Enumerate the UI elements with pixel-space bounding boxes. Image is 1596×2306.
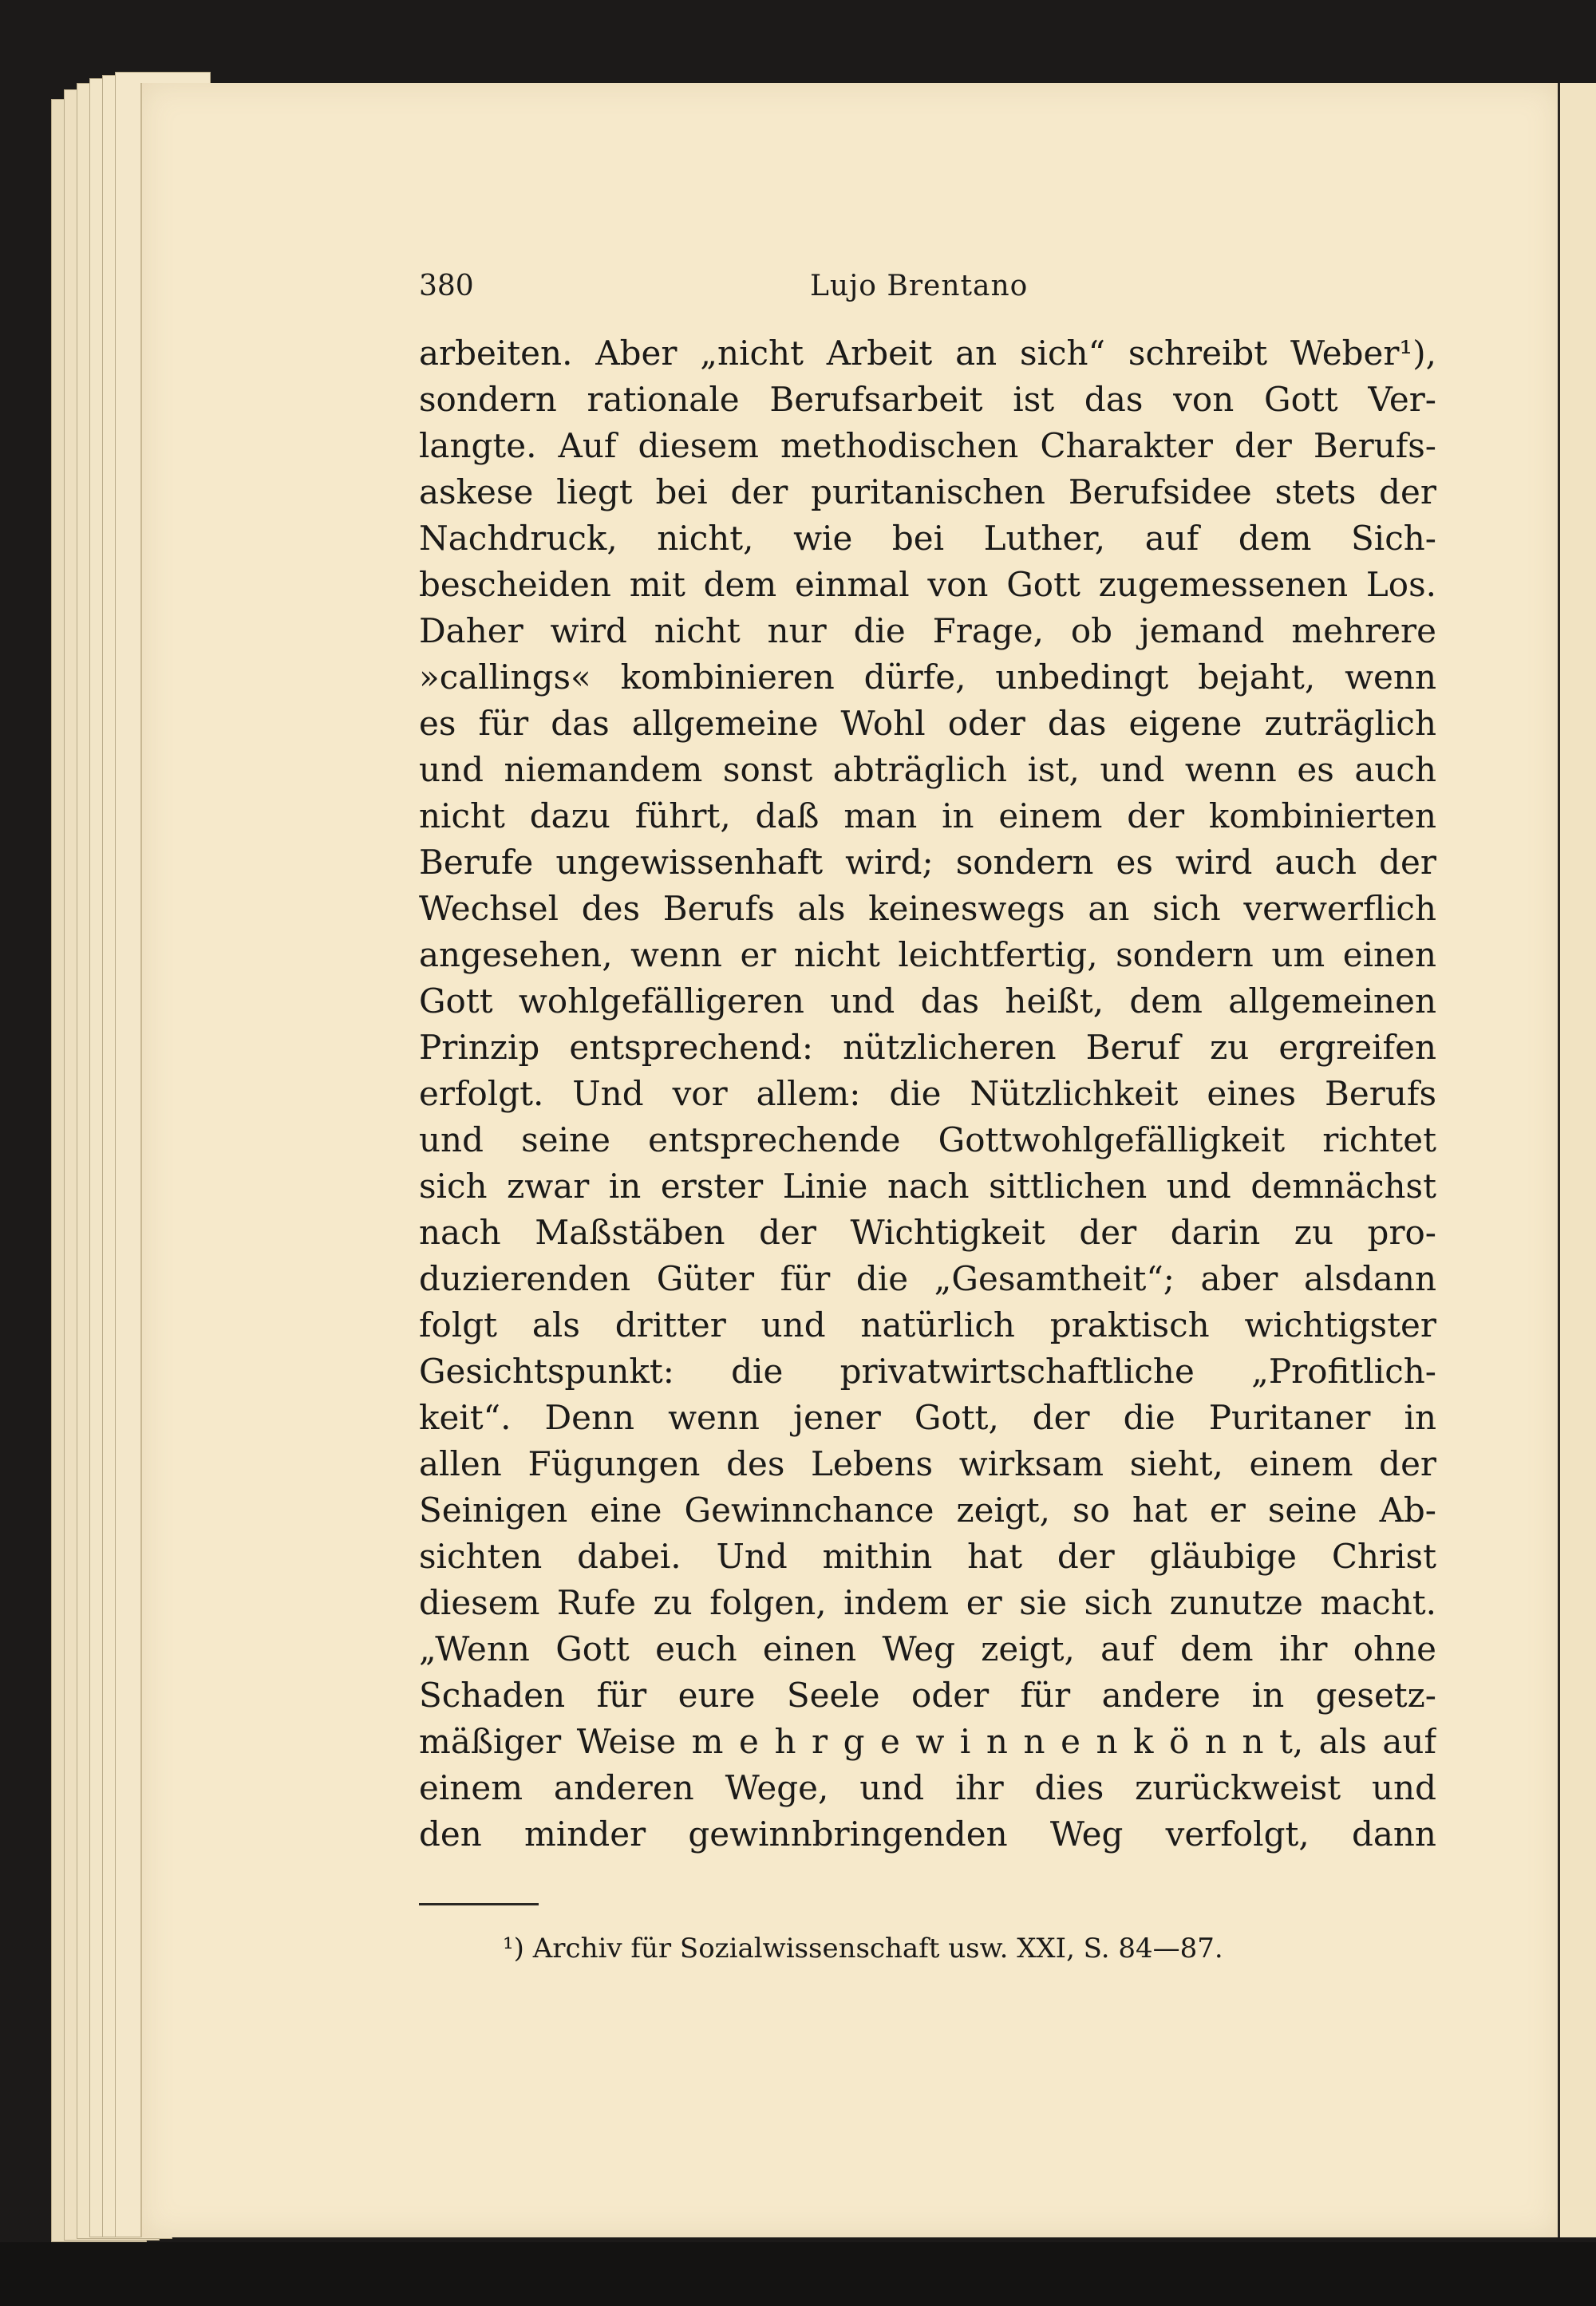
text-line: diesem Rufe zu folgen, indem er sie sich zunutze macht. <box>419 1583 1436 1622</box>
text-line: sondern rationale Berufsarbeit ist das von Gott Ver- <box>419 380 1436 419</box>
text-line: bescheiden mit dem einmal von Gott zugemessenen Los. <box>419 565 1436 604</box>
footnote <box>503 1931 1396 1966</box>
text-line: Gesichtspunkt: die privatwirtschaftliche „Profitlich- <box>419 1352 1436 1391</box>
text-line: einem anderen Wege, und ihr dies zurückweist und <box>419 1768 1436 1807</box>
footnote-rule <box>419 1903 539 1905</box>
text-line: Prinzip entsprechend: nützlicheren Beruf zu ergreifen <box>419 1028 1436 1067</box>
text-line: Seinigen eine Gewinnchance zeigt, so hat er seine Ab- <box>419 1491 1436 1530</box>
page-header <box>419 270 1436 310</box>
text-line: erfolgt. Und vor allem: die Nützlichkeit eines Berufs <box>419 1074 1436 1113</box>
footnote-text: Archiv für Sozialwissenschaft usw. XXI, S. 84—87. <box>532 1933 1223 1964</box>
text-line: »callings« kombinieren dürfe, unbedingt bejaht, wenn <box>419 657 1436 697</box>
text-line: den minder gewinnbringenden Weg verfolgt, dann <box>419 1814 1436 1854</box>
text-line: mäßiger Weise m e h r g e w i n n e n k ö n n t, als auf <box>419 1722 1436 1761</box>
text-line: „Wenn Gott euch einen Weg zeigt, auf dem ihr ohne <box>419 1629 1436 1668</box>
facing-page-edge <box>1558 83 1596 2237</box>
text-line: Schaden für eure Seele oder für andere in gesetz- <box>419 1676 1436 1715</box>
text-line: allen Fügungen des Lebens wirksam sieht, einem der <box>419 1444 1436 1483</box>
text-line: keit“. Denn wenn jener Gott, der die Puritaner in <box>419 1398 1436 1437</box>
footnote-marker: ¹) <box>503 1933 524 1964</box>
text-line: askese liegt bei der puritanischen Berufsidee stets der <box>419 472 1436 511</box>
text-line: Gott wohlgefälligeren und das heißt, dem allgemeinen <box>419 981 1436 1021</box>
text-line: und niemandem sonst abträglich ist, und wenn es auch <box>419 750 1436 789</box>
running-head: Lujo Brentano <box>810 270 1029 302</box>
text-line: folgt als dritter und natürlich praktisch wichtigster <box>419 1305 1436 1345</box>
text-line: Wechsel des Berufs als keineswegs an sich verwerflich <box>419 889 1436 928</box>
page-number: 380 <box>419 270 474 302</box>
text-line: langte. Auf diesem methodischen Charakter der Berufs- <box>419 426 1436 465</box>
text-line: es für das allgemeine Wohl oder das eigene zuträglich <box>419 704 1436 743</box>
body-text <box>419 330 1436 1858</box>
text-line: nicht dazu führt, daß man in einem der kombinierten <box>419 796 1436 835</box>
text-line: Nachdruck, nicht, wie bei Luther, auf dem Sich- <box>419 519 1436 558</box>
text-line: angesehen, wenn er nicht leichtfertig, sondern um einen <box>419 935 1436 974</box>
text-line: duzierenden Güter für die „Gesamtheit“; aber alsdann <box>419 1259 1436 1298</box>
text-line: sichten dabei. Und mithin hat der gläubige Christ <box>419 1537 1436 1576</box>
text-line: nach Maßstäben der Wichtigkeit der darin zu pro- <box>419 1213 1436 1252</box>
text-line: sich zwar in erster Linie nach sittlichen und demnächst <box>419 1167 1436 1206</box>
text-line: arbeiten. Aber „nicht Arbeit an sich“ schreibt Weber¹), <box>419 334 1436 373</box>
text-line: Berufe ungewissenhaft wird; sondern es wird auch der <box>419 843 1436 882</box>
background-bottom <box>0 2242 1596 2306</box>
text-line: Daher wird nicht nur die Frage, ob jemand mehrere <box>419 611 1436 650</box>
text-line: und seine entsprechende Gottwohlgefälligkeit richtet <box>419 1120 1436 1159</box>
